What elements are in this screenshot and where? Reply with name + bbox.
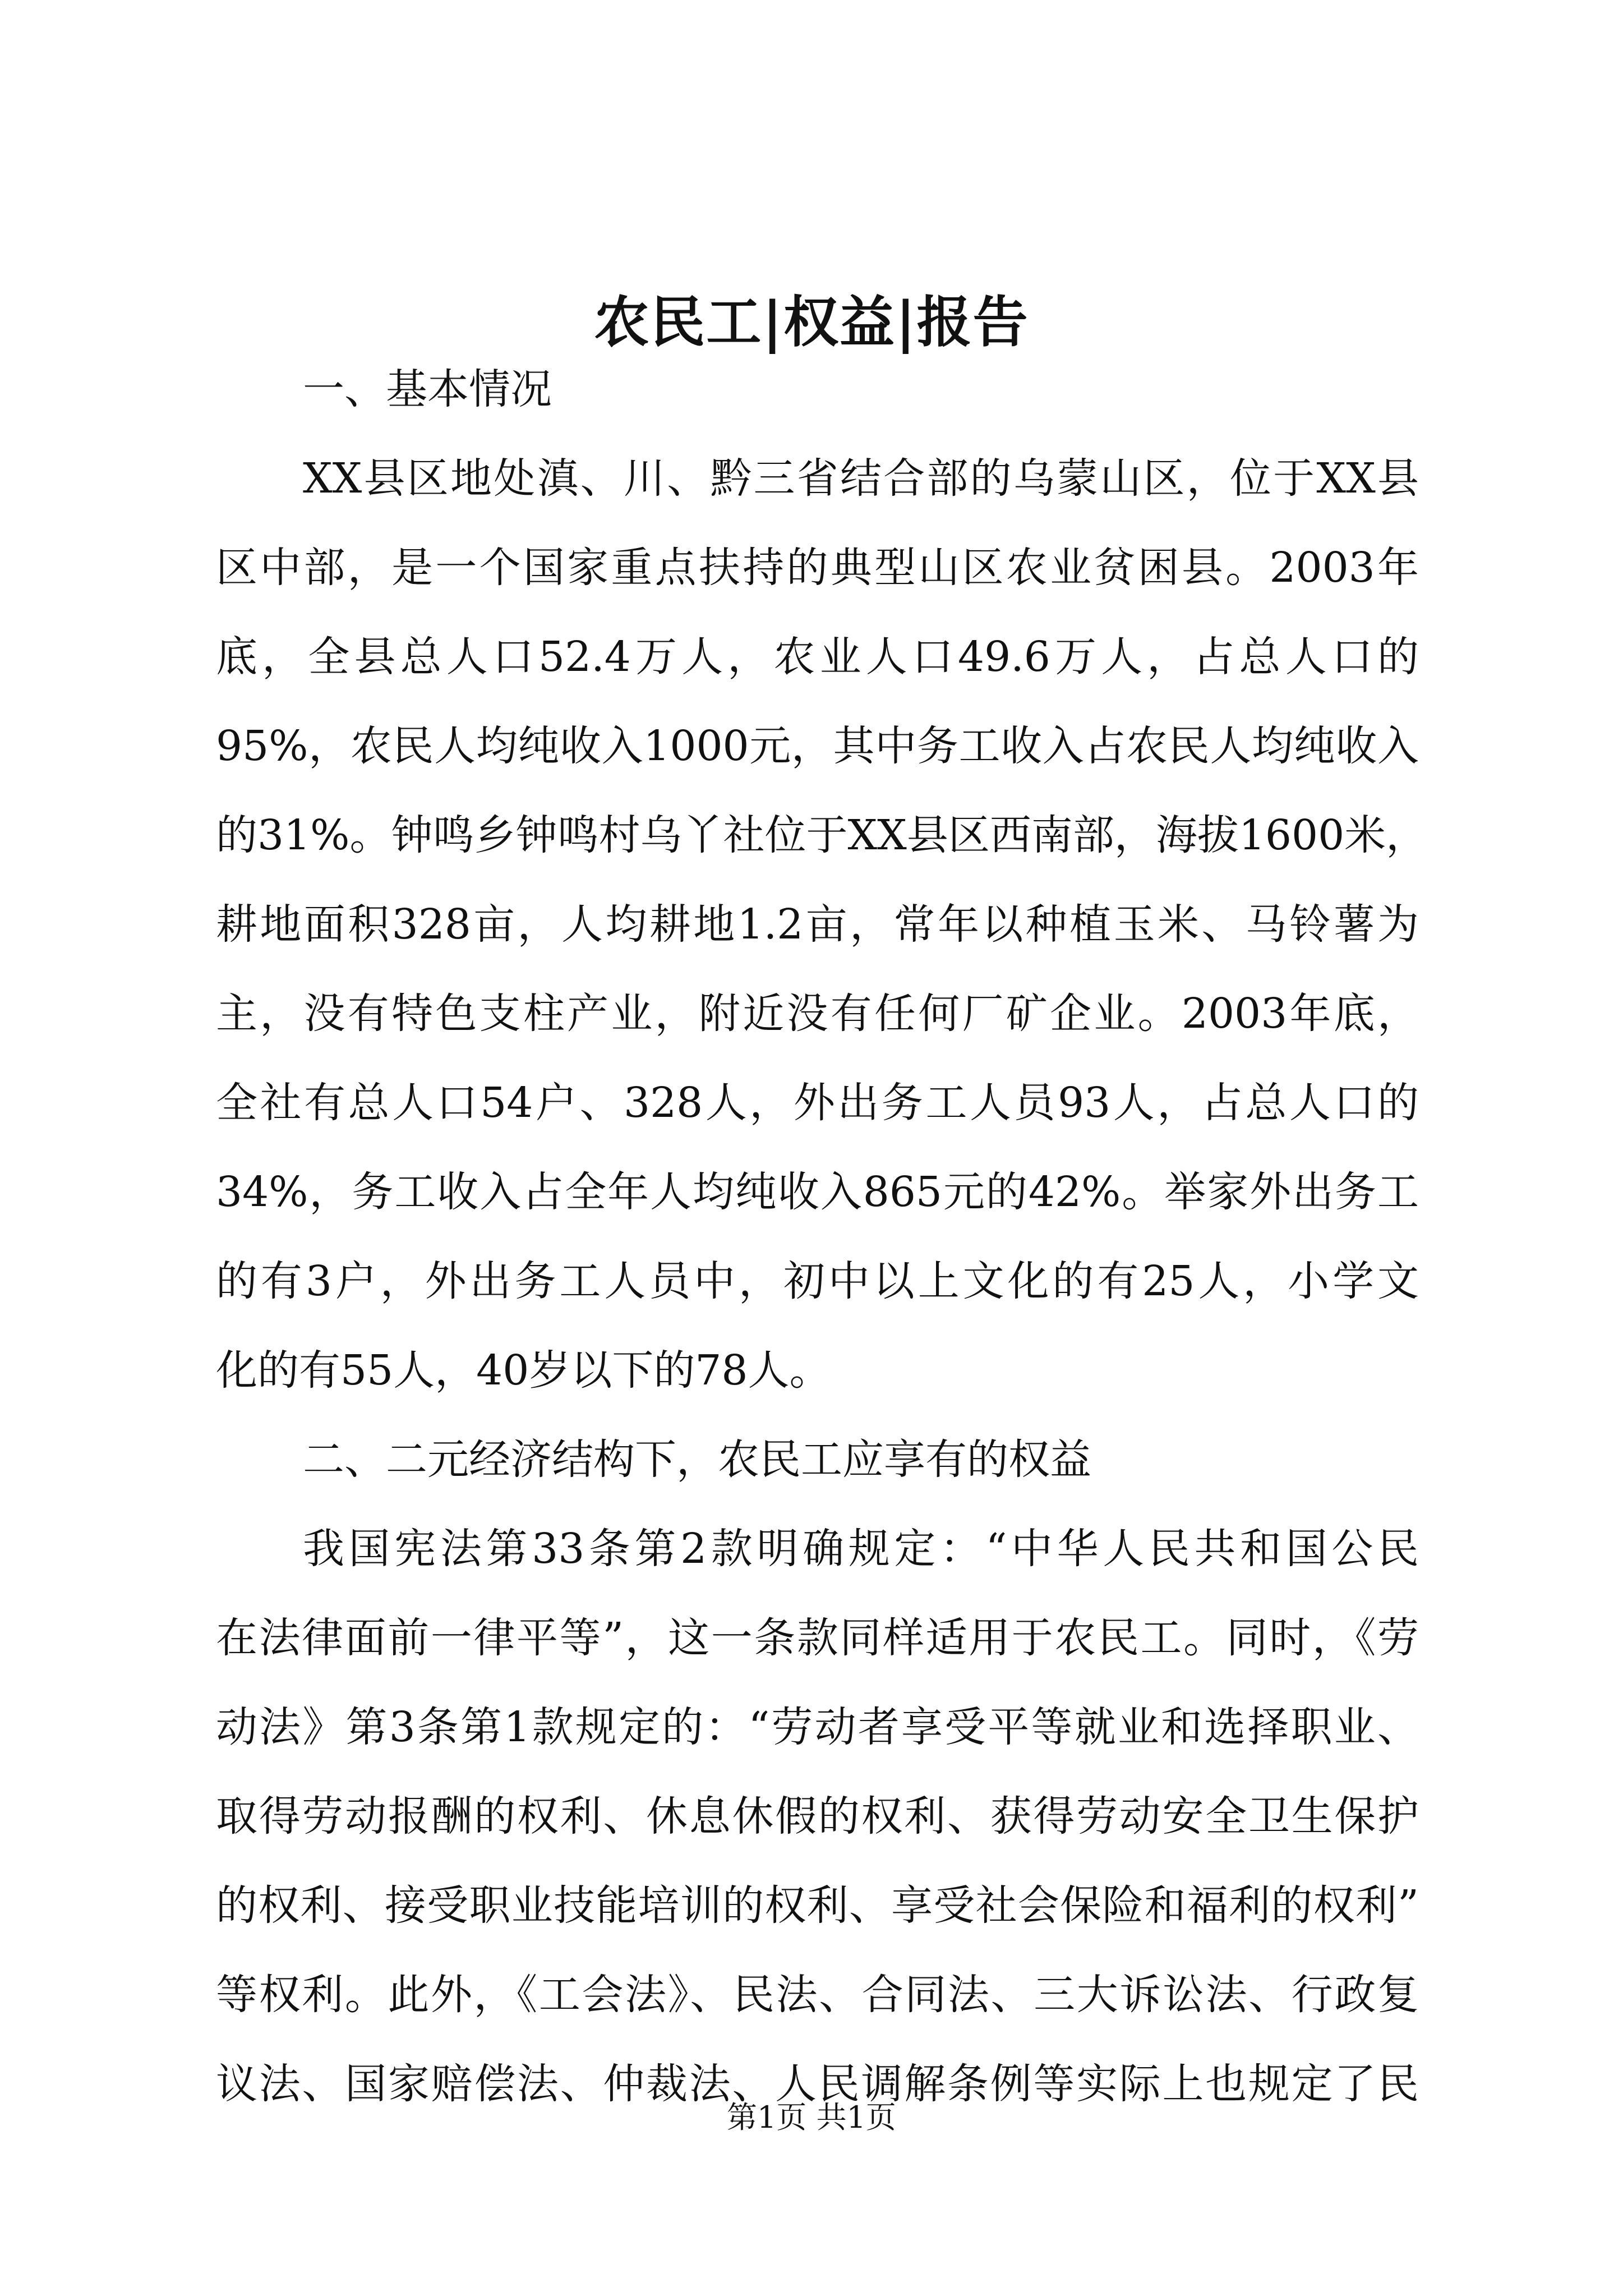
paragraph-line: 底，全县总人口52.4万人，农业人口49.6万人，占总人口的: [216, 633, 1419, 681]
paragraph-line: 的31%。钟鸣乡钟鸣村乌丫社位于XX县区西南部，海拔1600米，: [216, 811, 1428, 859]
paragraph-line: 的权利、接受职业技能培训的权利、享受社会保险和福利的权利”: [216, 1881, 1419, 1930]
paragraph-line: 全社有总人口54户、328人，外出务工人员93人，占总人口的: [216, 1079, 1419, 1127]
paragraph-line: 34%，务工收入占全年人均纯收入865元的42%。举家外出务工: [216, 1168, 1419, 1216]
document-body: [0, 345, 1623, 2108]
paragraph-line: 区中部，是一个国家重点扶持的典型山区农业贫困县。2003年: [216, 544, 1419, 592]
page-number-footer: 第1页 共1页: [727, 2100, 896, 2135]
paragraph-line: 动法》第3条第1款规定的：“劳动者享受平等就业和选择职业、: [216, 1703, 1419, 1751]
paragraph-line: 的有3户，外出务工人员中，初中以上文化的有25人，小学文: [216, 1257, 1419, 1305]
paragraph-line: 耕地面积328亩，人均耕地1.2亩，常年以种植玉米、马铃薯为: [216, 900, 1419, 949]
paragraph-line: 主，没有特色支柱产业，附近没有任何厂矿企业。2003年底，: [216, 990, 1419, 1038]
paragraph-line: 95%，农民人均纯收入1000元，其中务工收入占农民人均纯收入: [216, 722, 1419, 770]
paragraph-line: 取得劳动报酬的权利、休息休假的权利、获得劳动安全卫生保护: [216, 1792, 1419, 1841]
paragraph-line: XX县区地处滇、川、黔三省结合部的乌蒙山区，位于XX县: [303, 454, 1419, 503]
section-heading-basic-situation: 一、基本情况: [303, 365, 552, 413]
paragraph-line: 化的有55人，40岁以下的78人。: [216, 1346, 831, 1395]
section-heading-migrant-worker-rights: 二、二元经济结构下，农民工应享有的权益: [303, 1435, 1091, 1484]
paragraph-line: 我国宪法第33条第2款明确规定：“中华人民共和国公民: [303, 1525, 1419, 1573]
paragraph-line: 议法、国家赔偿法、仲裁法、人民调解条例等实际上也规定了民: [216, 2060, 1419, 2108]
paragraph-line: 等权利。此外，《工会法》、民法、合同法、三大诉讼法、行政复: [216, 1971, 1419, 2019]
paragraph-line: 在法律面前一律平等”，这一条款同样适用于农民工。同时，《劳: [216, 1614, 1419, 1662]
document-title: 农民工|权益|报告: [594, 290, 1029, 355]
